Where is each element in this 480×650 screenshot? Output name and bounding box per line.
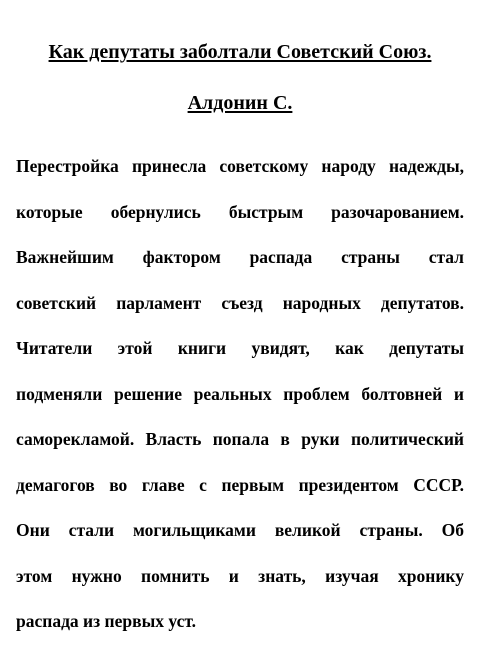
body-line: распада из первых уст.	[16, 611, 197, 631]
body-line: Они стали могильщиками великой страны. Об	[16, 520, 464, 540]
body-line: Читатели этой книги увидят, как депутаты	[16, 338, 464, 358]
body-line: саморекламой. Власть попала в руки политический	[16, 429, 464, 449]
body-line: подменяли решение реальных проблем болтовней и	[16, 383, 464, 404]
document-author-text: Алдонин С.	[187, 92, 293, 114]
document-title	[0, 38, 480, 66]
body-line: Перестройка принесла советскому народу надежды,	[16, 156, 464, 176]
document-body	[16, 144, 464, 645]
document-title-text: Как депутаты заболтали Советский Союз.	[48, 41, 432, 63]
body-line: советский парламент съезд народных депутатов.	[16, 292, 464, 313]
body-line: этом нужно помнить и знать, изучая хронику	[16, 565, 464, 586]
document-author	[0, 89, 480, 117]
body-line: Важнейшим фактором распада страны стал	[16, 247, 464, 267]
body-line: демагогов во главе с первым президентом СССР.	[16, 474, 464, 495]
body-line: которые обернулись быстрым разочарованием.	[16, 201, 464, 222]
